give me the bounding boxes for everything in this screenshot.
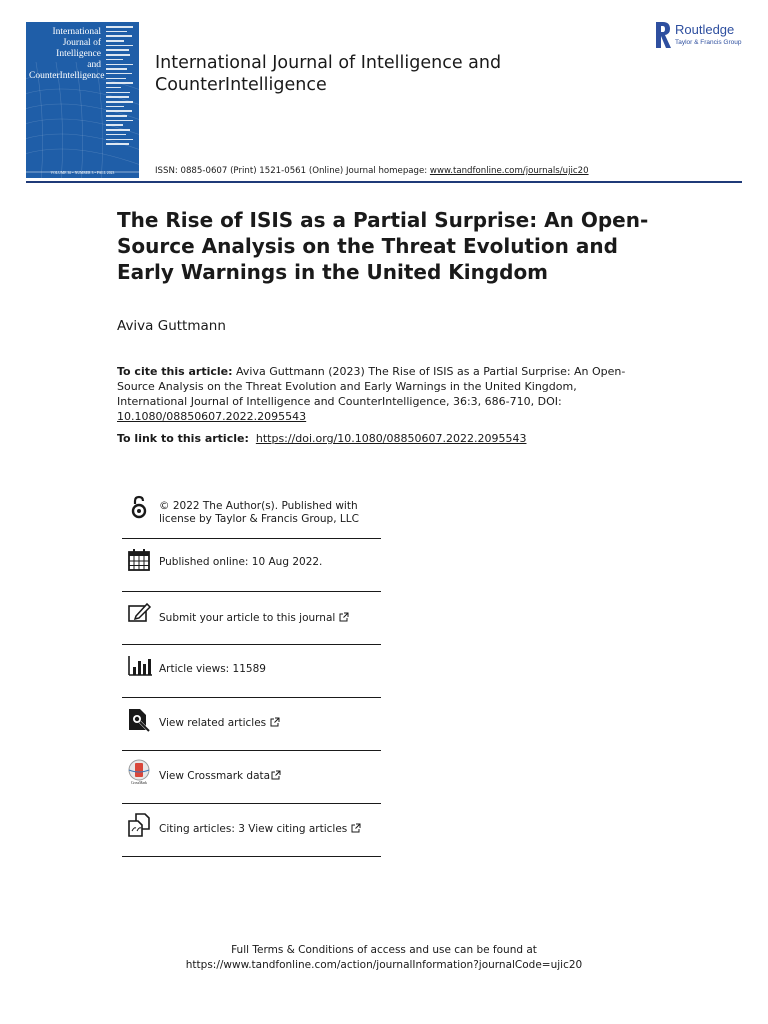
link-label: To link to this article: — [117, 432, 249, 445]
cite-text: Aviva Guttmann (2023) The Rise of ISIS as a Partial Surprise: An Open-Source Analysis on the Threat Evolution and Early Warnings in the United Kingdom, International Journal of Intelligence and CounterIntelligence, 36:3, 686-710, DOI: — [117, 365, 626, 408]
terms-footer — [0, 943, 768, 973]
open-access-icon — [126, 494, 152, 520]
license-text: © 2022 The Author(s). Published with license by Taylor & Francis Group, LLC — [159, 500, 359, 525]
publisher-subtitle: Taylor & Francis Group — [675, 39, 742, 46]
citing-articles-icon — [126, 812, 152, 838]
cover-title: International Journal of Intelligence and CounterIntelligence — [29, 27, 105, 81]
article-author: Aviva Guttmann — [117, 318, 226, 334]
edit-icon — [126, 600, 152, 626]
published-row — [122, 539, 381, 592]
cover-footer: VOLUME 36 • NUMBER 3 • FALL 2023 — [50, 171, 115, 175]
cover-toc-lines — [106, 26, 136, 166]
citation-block — [117, 364, 637, 424]
crossmark-row[interactable] — [122, 751, 381, 804]
issn-text: ISSN: 0885-0607 (Print) 1521-0561 (Online) Journal homepage: — [155, 166, 430, 176]
footer-terms-url[interactable]: https://www.tandfonline.com/action/journalInformation?journalCode=ujic20 — [185, 959, 583, 971]
views-row — [122, 645, 381, 698]
related-row[interactable] — [122, 698, 381, 751]
submit-row[interactable] — [122, 592, 381, 645]
external-link-icon — [351, 823, 361, 833]
journal-homepage-link[interactable]: www.tandfonline.com/journals/ujic20 — [429, 166, 589, 176]
external-link-icon — [271, 770, 281, 780]
article-doi-link[interactable]: https://doi.org/10.1080/08850607.2022.2095543 — [255, 432, 527, 445]
published-date: Published online: 10 Aug 2022. — [159, 556, 323, 568]
cite-doi-link[interactable]: 10.1080/08850607.2022.2095543 — [117, 410, 307, 423]
license-row — [122, 486, 381, 539]
article-title: The Rise of ISIS as a Partial Surprise: An Open-Source Analysis on the Threat Evolution and Early Warnings in the United Kingdom — [117, 208, 649, 284]
external-link-icon — [339, 612, 349, 622]
related-articles-link[interactable]: View related articles — [159, 717, 280, 730]
article-info-list — [122, 486, 381, 857]
publisher-name: Routledge — [675, 22, 735, 37]
cite-label: To cite this article: — [117, 365, 233, 378]
journal-title: International Journal of Intelligence and CounterIntelligence — [155, 53, 502, 95]
routledge-r-icon — [654, 21, 672, 49]
crossmark-icon — [126, 759, 152, 785]
article-link-block — [117, 432, 637, 445]
journal-cover — [26, 22, 139, 178]
submit-link[interactable]: Submit your article to this journal — [159, 612, 349, 625]
crossmark-link[interactable]: View Crossmark data — [159, 770, 281, 783]
routledge-logo — [652, 21, 752, 51]
issn-line — [155, 166, 589, 176]
crossmark-icon-label: CrossMark — [131, 781, 147, 785]
citing-row[interactable] — [122, 804, 381, 857]
citing-articles-link[interactable]: Citing articles: 3 View citing articles — [159, 823, 361, 836]
article-views: Article views: 11589 — [159, 663, 266, 675]
header-rule — [26, 181, 742, 183]
footer-line-1: Full Terms & Conditions of access and use can be found at — [231, 944, 537, 956]
document-search-icon — [126, 706, 152, 732]
external-link-icon — [270, 717, 280, 727]
bar-chart-icon — [126, 653, 152, 679]
calendar-icon — [126, 547, 152, 573]
